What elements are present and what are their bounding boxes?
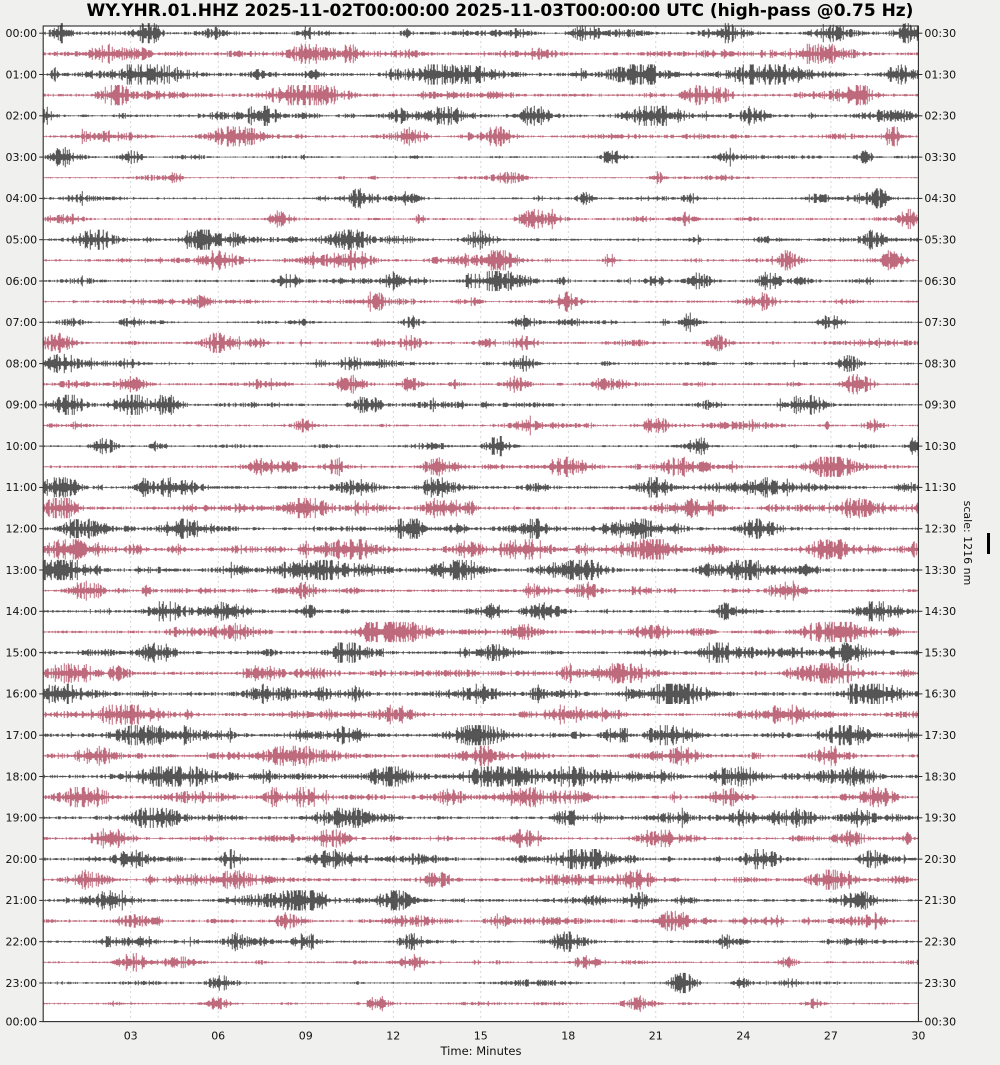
right-time-label: 12:30	[924, 522, 957, 536]
left-time-label: 09:00	[5, 398, 38, 412]
left-time-label: 08:00	[5, 357, 38, 371]
left-time-label: 06:00	[5, 274, 38, 288]
amplitude-scale-label: scale: 1216 nm	[961, 500, 974, 586]
right-time-label: 20:30	[924, 852, 957, 866]
left-time-label: 11:00	[5, 481, 38, 495]
left-time-label: 15:00	[5, 646, 38, 660]
left-time-label: 16:00	[5, 687, 38, 701]
x-tick-label: 24	[736, 1029, 751, 1043]
right-time-label: 09:30	[924, 398, 957, 412]
left-time-label: 04:00	[5, 192, 38, 206]
right-time-label: 10:30	[924, 439, 957, 453]
left-time-label: 10:00	[5, 439, 38, 453]
x-tick-label: 18	[561, 1029, 576, 1043]
right-time-label: 16:30	[924, 687, 957, 701]
left-time-label: 13:00	[5, 563, 38, 577]
right-time-label: 00:30	[924, 1015, 957, 1029]
right-time-label: 04:30	[924, 192, 957, 206]
left-time-label: 17:00	[5, 729, 38, 742]
left-time-label: 21:00	[5, 894, 38, 908]
right-time-label: 19:30	[924, 811, 957, 825]
left-time-label: 23:00	[5, 976, 38, 990]
left-time-label: 19:00	[5, 811, 38, 825]
left-time-label: 05:00	[5, 233, 38, 247]
left-time-label: 00:00	[5, 1015, 38, 1029]
right-time-label: 01:30	[924, 68, 957, 82]
right-time-label: 07:30	[924, 316, 957, 330]
right-time-label: 18:30	[924, 770, 957, 784]
left-time-label: 14:00	[5, 605, 38, 619]
right-time-label: 15:30	[924, 646, 957, 660]
left-time-label: 00:00	[5, 27, 38, 40]
right-time-label: 22:30	[924, 935, 957, 949]
right-time-label: 21:30	[924, 894, 957, 908]
right-time-label: 03:30	[924, 150, 957, 164]
right-time-label: 23:30	[924, 976, 957, 990]
x-tick-label: 03	[123, 1029, 138, 1043]
right-time-label: 13:30	[924, 563, 957, 577]
x-tick-label: 21	[648, 1029, 663, 1043]
x-tick-label: 12	[386, 1029, 401, 1043]
right-time-label: 14:30	[924, 605, 957, 619]
left-time-label: 07:00	[5, 316, 38, 330]
left-time-label: 18:00	[5, 770, 38, 784]
left-time-label: 20:00	[5, 852, 38, 866]
right-time-label: 05:30	[924, 233, 957, 247]
right-time-label: 11:30	[924, 481, 957, 495]
left-time-label: 02:00	[5, 109, 38, 123]
x-axis-label: Time: Minutes	[440, 1044, 522, 1058]
left-time-label: 01:00	[5, 68, 38, 82]
x-tick-label: 27	[823, 1029, 838, 1043]
x-tick-label: 30	[911, 1029, 926, 1043]
left-time-label: 03:00	[5, 150, 38, 164]
figure-title: WY.YHR.01.HHZ 2025-11-02T00:00:00 2025-11-03T00:00:00 UTC (high-pass @0.75 Hz)	[86, 1, 914, 21]
x-tick-label: 06	[211, 1029, 226, 1043]
right-time-label: 08:30	[924, 357, 957, 371]
x-tick-label: 15	[473, 1029, 488, 1043]
right-time-label: 17:30	[924, 729, 957, 742]
amplitude-scale-bar	[987, 533, 990, 554]
right-time-label: 06:30	[924, 274, 957, 288]
right-time-label: 02:30	[924, 109, 957, 123]
left-time-label: 12:00	[5, 522, 38, 536]
right-time-label: 00:30	[924, 27, 957, 40]
left-time-label: 22:00	[5, 935, 38, 949]
x-tick-label: 09	[298, 1029, 313, 1043]
